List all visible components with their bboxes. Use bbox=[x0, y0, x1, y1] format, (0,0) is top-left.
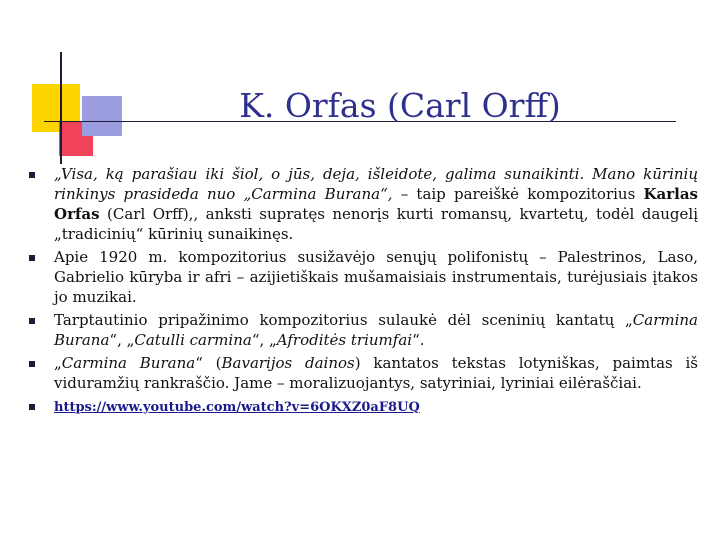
square-bullet-icon bbox=[29, 361, 35, 367]
bullet-item-carmina bbox=[28, 353, 698, 393]
punctuation: “, „ bbox=[109, 331, 135, 349]
square-bullet-icon bbox=[29, 318, 35, 324]
bullet-text: Tarptautinio pripažinimo kompozitorius sulaukė dėl sceninių kantatų „ bbox=[54, 311, 633, 329]
work-subtitle: Bavarijos dainos bbox=[221, 354, 355, 372]
quote-text: „Visa, ką parašiau iki šiol, o jūs, deja, išleidote, galima sunaikinti. Mano kūrinių rinkinys prasideda nuo „Carmina Burana“, bbox=[54, 165, 698, 203]
punctuation: “. bbox=[412, 331, 425, 349]
punctuation: “ ( bbox=[195, 354, 222, 372]
bullet-list bbox=[28, 164, 698, 421]
square-bullet-icon bbox=[29, 404, 35, 410]
punctuation: “, „ bbox=[251, 331, 277, 349]
bullet-text: ) kantatos tekstas lotyniškas, paimtas iš viduramžių rankraščio. Jame – moralizuojantys, satyriniai, lyriniai eilėraščiai. bbox=[54, 354, 699, 392]
decor-vertical-line bbox=[60, 52, 62, 164]
square-bullet-icon bbox=[29, 172, 35, 178]
quote-continuation: (Carl Orff),, anksti supratęs nenorįs kurti romansų, kvartetų, todėl daugelį „tradicinių“ kūrinių sunaikinęs. bbox=[54, 205, 698, 243]
youtube-link[interactable]: https://www.youtube.com/watch?v=6OKXZ0aF8UQ bbox=[54, 400, 420, 415]
quote-attribution: – taip pareiškė kompozitorius bbox=[392, 185, 644, 203]
slide-title: K. Orfas (Carl Orff) bbox=[239, 86, 561, 125]
bullet-text: Apie 1920 m. kompozitorius susižavėjo senųjų polifonistų – Palestrinos, Laso, Gabrielio kūryba ir afri – azijietiškais mušamaisiais instrumentais, turėjusiais įtakos jo muzikai. bbox=[54, 248, 698, 306]
bullet-item-1920 bbox=[28, 247, 698, 307]
work-title: Afroditės triumfai bbox=[276, 331, 413, 349]
bullet-item-link bbox=[28, 396, 698, 418]
punctuation: „ bbox=[54, 354, 62, 372]
square-bullet-icon bbox=[29, 255, 35, 261]
bullet-item-quote bbox=[28, 164, 698, 244]
bullet-item-recognition bbox=[28, 310, 698, 350]
composer-name: Karlas Orfas bbox=[54, 185, 698, 223]
work-title: Carmina Burana bbox=[61, 354, 196, 372]
work-title: Catulli carmina bbox=[134, 331, 252, 349]
decor-blue-square bbox=[82, 96, 122, 136]
work-title: Carmina Burana bbox=[54, 311, 698, 349]
